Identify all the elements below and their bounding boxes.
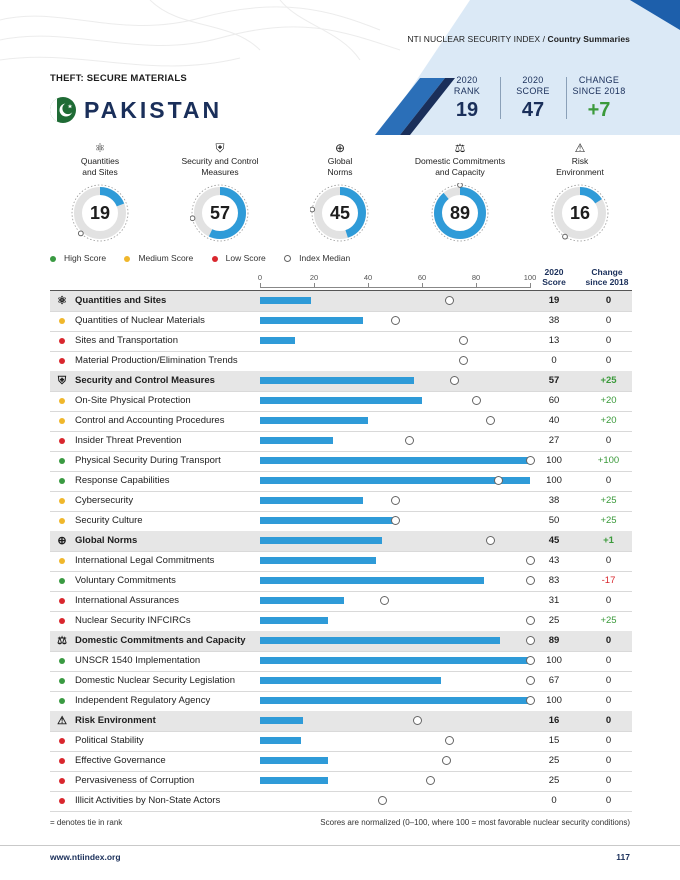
category-score: 57 [209, 203, 231, 223]
score-level-dot [59, 398, 65, 404]
footer-rule [0, 845, 680, 846]
row-label: Security Culture [75, 515, 143, 526]
category-row [50, 371, 632, 392]
indicator-row [50, 671, 632, 692]
score-bar [260, 597, 344, 604]
row-change: 0 [605, 795, 612, 806]
change-value: +7 [587, 99, 611, 121]
score-bar [260, 297, 311, 304]
indicator-row [50, 731, 632, 752]
axis-tick [368, 283, 369, 288]
rank-label: RANK [453, 86, 481, 96]
row-label: Cybersecurity [75, 495, 134, 506]
category-score: 19 [89, 203, 111, 223]
category-score: 45 [329, 203, 351, 223]
axis-tick-label: 20 [309, 273, 319, 282]
row-change: 0 [605, 315, 612, 326]
row-change: 0 [605, 735, 612, 746]
category-label-2: Norms [327, 166, 353, 177]
score-bar [260, 437, 333, 444]
category-label: Global [327, 156, 353, 166]
indicator-row [50, 651, 632, 672]
row-change: 0 [605, 635, 612, 646]
category-donut [190, 183, 250, 243]
score-bar [260, 757, 328, 764]
indicator-row [50, 751, 632, 772]
row-label: International Assurances [75, 595, 180, 606]
category-header [45, 140, 155, 177]
pakistan-flag-icon [50, 97, 76, 123]
row-score: 100 [546, 695, 562, 706]
score-bar [260, 697, 530, 704]
row-change: 0 [605, 775, 612, 786]
score-bar [260, 737, 301, 744]
index-median-marker [445, 296, 454, 305]
score-level-dot [59, 778, 65, 784]
score-level-dot [59, 498, 65, 504]
score-bar [260, 657, 530, 664]
index-median-marker [459, 336, 468, 345]
row-score: 100 [546, 475, 562, 486]
category-icon: ⊕ [334, 141, 346, 155]
tie-footnote: = denotes tie in rank [50, 818, 123, 827]
row-label: Nuclear Security INFCIRCs [75, 615, 191, 626]
index-median-marker [494, 476, 503, 485]
index-median-marker [486, 536, 495, 545]
score-bar [260, 537, 382, 544]
legend-high: High Score [50, 253, 106, 263]
category-donut [550, 183, 610, 243]
row-score: 43 [548, 555, 560, 566]
category-label-2: Environment [556, 166, 604, 177]
index-median-marker [413, 716, 422, 725]
index-median-marker [445, 736, 454, 745]
index-median-marker [391, 516, 400, 525]
score-level-dot [59, 738, 65, 744]
row-score: 45 [548, 535, 560, 546]
row-label: Control and Accounting Procedures [75, 415, 225, 426]
category-header [525, 140, 635, 177]
stat-divider [566, 77, 567, 119]
category-row [50, 711, 632, 732]
indicator-row [50, 691, 632, 712]
index-median-marker [472, 396, 481, 405]
row-change: +25 [600, 375, 617, 386]
axis-tick [260, 283, 261, 288]
row-change: 0 [605, 355, 612, 366]
row-label: Material Production/Elimination Trends [75, 355, 238, 366]
footer-url[interactable]: www.ntiindex.org [50, 852, 121, 862]
indicator-row [50, 491, 632, 512]
country-name: PAKISTAN [84, 97, 223, 123]
score-bar [260, 417, 368, 424]
axis-tick-label: 100 [523, 273, 537, 282]
row-change: +25 [600, 515, 617, 526]
rank-label-year: 2020 [456, 75, 478, 85]
row-score: 89 [548, 635, 560, 646]
score-bar [260, 577, 484, 584]
change-column-header: Change since 2018 [585, 267, 629, 287]
score-level-dot [59, 518, 65, 524]
index-median-marker [380, 596, 389, 605]
row-score: 27 [548, 435, 560, 446]
index-median-marker [442, 756, 451, 765]
indicator-row [50, 571, 632, 592]
index-median-marker [526, 636, 535, 645]
row-label: Global Norms [75, 535, 138, 546]
index-median-marker [378, 796, 387, 805]
row-label: Response Capabilities [75, 475, 170, 486]
indicator-row [50, 591, 632, 612]
axis-tick [314, 283, 315, 288]
row-change: 0 [605, 475, 612, 486]
row-score: 57 [548, 375, 560, 386]
row-label: Pervasiveness of Corruption [75, 775, 195, 786]
indicator-row [50, 551, 632, 572]
row-change: 0 [605, 715, 612, 726]
category-score: 89 [449, 203, 471, 223]
legend-medium: Medium Score [124, 253, 193, 263]
score-level-dot [59, 338, 65, 344]
score-bar [260, 637, 500, 644]
row-score: 100 [546, 455, 562, 466]
row-score: 13 [548, 335, 560, 346]
category-label: Security and Control [181, 156, 259, 166]
score-bar [260, 497, 363, 504]
index-median-marker [391, 316, 400, 325]
row-score: 50 [548, 515, 560, 526]
row-change: +25 [600, 495, 617, 506]
category-donut [430, 183, 490, 243]
row-change: 0 [605, 595, 612, 606]
row-score: 0 [551, 795, 557, 806]
score-level-dot [59, 318, 65, 324]
axis-tick-label: 80 [471, 273, 481, 282]
legend-median: Index Median [284, 253, 350, 263]
index-median-marker [526, 556, 535, 565]
score-level-dot [59, 698, 65, 704]
axis-tick-label: 40 [363, 273, 373, 282]
indicator-row [50, 771, 632, 792]
row-label: International Legal Commitments [75, 555, 215, 566]
category-icon: ⚖ [57, 635, 67, 647]
index-median-marker [526, 676, 535, 685]
score-level-dot [59, 678, 65, 684]
indicator-row [50, 791, 632, 812]
row-label: Effective Governance [75, 755, 166, 766]
row-label: Domestic Commitments and Capacity [75, 635, 246, 646]
row-score: 25 [548, 775, 560, 786]
indicator-row [50, 431, 632, 452]
row-label: Quantities of Nuclear Materials [75, 315, 205, 326]
category-label: Quantities [80, 156, 120, 166]
index-median-marker [459, 356, 468, 365]
row-score: 19 [548, 295, 560, 306]
row-score: 25 [548, 755, 560, 766]
row-score: 31 [548, 595, 560, 606]
normalization-footnote: Scores are normalized (0–100, where 100 = most favorable nuclear security conditions) [320, 818, 630, 827]
axis-tick [422, 283, 423, 288]
row-label: Physical Security During Transport [75, 455, 221, 466]
score-bar [260, 717, 303, 724]
index-median-marker [486, 416, 495, 425]
indicator-row [50, 411, 632, 432]
score-level-dot [59, 758, 65, 764]
score-column-header: 2020 Score [542, 267, 566, 287]
legend-low: Low Score [212, 253, 266, 263]
score-level-dot [59, 798, 65, 804]
legend [50, 253, 366, 263]
category-score: 16 [569, 203, 591, 223]
score-bar [260, 477, 530, 484]
running-header [407, 34, 630, 44]
score-bar [260, 397, 422, 404]
axis-tick [476, 283, 477, 288]
row-change: 0 [605, 435, 612, 446]
category-row [50, 631, 632, 652]
score-bar [260, 777, 328, 784]
row-score: 16 [548, 715, 560, 726]
row-change: 0 [605, 555, 612, 566]
score-level-dot [59, 358, 65, 364]
score-level-dot [59, 558, 65, 564]
row-score: 38 [548, 315, 560, 326]
score-bar [260, 517, 395, 524]
category-row [50, 531, 632, 552]
row-score: 0 [551, 355, 557, 366]
row-change: 0 [605, 675, 612, 686]
index-median-marker [426, 776, 435, 785]
row-score: 83 [548, 575, 560, 586]
score-stat [507, 75, 559, 122]
index-median-marker [526, 456, 535, 465]
index-median-marker [526, 576, 535, 585]
category-icon: ⛨ [57, 375, 67, 387]
index-median-marker [526, 696, 535, 705]
category-header [405, 140, 515, 177]
change-stat [568, 75, 630, 122]
change-label-since: SINCE 2018 [572, 86, 626, 96]
row-score: 100 [546, 655, 562, 666]
category-label-2: and Sites [82, 166, 118, 177]
category-header [285, 140, 395, 177]
header-suffix: Country Summaries [547, 34, 630, 44]
section-title: THEFT: SECURE MATERIALS [50, 73, 187, 84]
score-bar [260, 557, 376, 564]
index-median-marker [450, 376, 459, 385]
row-change: -17 [601, 575, 616, 586]
score-level-dot [59, 478, 65, 484]
row-label: On-Site Physical Protection [75, 395, 191, 406]
row-label: Voluntary Commitments [75, 575, 176, 586]
row-label: Risk Environment [75, 715, 156, 726]
axis-tick [530, 283, 531, 288]
score-level-dot [59, 438, 65, 444]
row-change: +20 [600, 395, 617, 406]
indicator-row [50, 511, 632, 532]
score-level-dot [59, 458, 65, 464]
stat-divider [500, 77, 501, 119]
category-row [50, 291, 632, 312]
header-prefix: NTI NUCLEAR SECURITY INDEX / [407, 34, 546, 44]
index-median-marker [526, 616, 535, 625]
row-change: 0 [605, 695, 612, 706]
row-score: 25 [548, 615, 560, 626]
category-icon: ⚠ [574, 141, 586, 155]
row-score: 38 [548, 495, 560, 506]
score-bar [260, 377, 414, 384]
indicator-row [50, 331, 632, 352]
row-change: +25 [600, 615, 617, 626]
score-bar [260, 317, 363, 324]
row-label: Quantities and Sites [75, 295, 167, 306]
score-bar [260, 457, 530, 464]
category-label: Domestic Commitments [414, 156, 506, 166]
row-label: Illicit Activities by Non-State Actors [75, 795, 221, 806]
rank-value: 19 [455, 99, 479, 121]
score-label: SCORE [516, 86, 550, 96]
row-label: Political Stability [75, 735, 144, 746]
score-bar [260, 677, 441, 684]
row-label: Security and Control Measures [75, 375, 215, 386]
row-change: 0 [605, 655, 612, 666]
category-header [165, 140, 275, 177]
score-bar [260, 617, 328, 624]
category-label-2: Measures [201, 166, 239, 177]
axis-tick-label: 0 [257, 273, 263, 282]
row-change: 0 [605, 295, 612, 306]
index-median-marker [405, 436, 414, 445]
indicator-row [50, 611, 632, 632]
row-label: Domestic Nuclear Security Legislation [75, 675, 235, 686]
row-label: Independent Regulatory Agency [75, 695, 211, 706]
category-icon: ⚖ [454, 141, 466, 155]
row-label: Sites and Transportation [75, 335, 178, 346]
row-change: +20 [600, 415, 617, 426]
indicator-row [50, 471, 632, 492]
row-change: +100 [597, 455, 620, 466]
category-icon: ⊕ [57, 535, 67, 547]
score-level-dot [59, 658, 65, 664]
score-bar [260, 337, 295, 344]
category-label-2: and Capacity [435, 166, 485, 177]
index-median-marker [391, 496, 400, 505]
category-donut [310, 183, 370, 243]
row-score: 67 [548, 675, 560, 686]
row-label: Insider Threat Prevention [75, 435, 182, 446]
rank-stat [441, 75, 493, 122]
axis-tick-label: 60 [417, 273, 427, 282]
row-score: 40 [548, 415, 560, 426]
change-label: CHANGE [578, 75, 620, 85]
row-change: 0 [605, 755, 612, 766]
indicator-row [50, 311, 632, 332]
score-value: 47 [521, 99, 545, 121]
category-icon: ⚠ [57, 715, 67, 727]
score-level-dot [59, 418, 65, 424]
row-change: +1 [603, 535, 614, 546]
indicator-row [50, 391, 632, 412]
category-icon: ⚛ [57, 295, 67, 307]
score-axis [257, 270, 537, 290]
score-level-dot [59, 578, 65, 584]
indicator-row [50, 351, 632, 372]
index-median-marker [526, 656, 535, 665]
page-number: 117 [616, 852, 630, 862]
row-label: UNSCR 1540 Implementation [75, 655, 201, 666]
row-score: 60 [548, 395, 560, 406]
indicator-row [50, 451, 632, 472]
row-change: 0 [605, 335, 612, 346]
category-label: Risk [571, 156, 589, 166]
category-donut [70, 183, 130, 243]
row-score: 15 [548, 735, 560, 746]
category-icon: ⛨ [215, 141, 225, 155]
score-level-dot [59, 598, 65, 604]
score-label-year: 2020 [522, 75, 544, 85]
category-icon: ⚛ [94, 141, 106, 155]
score-level-dot [59, 618, 65, 624]
